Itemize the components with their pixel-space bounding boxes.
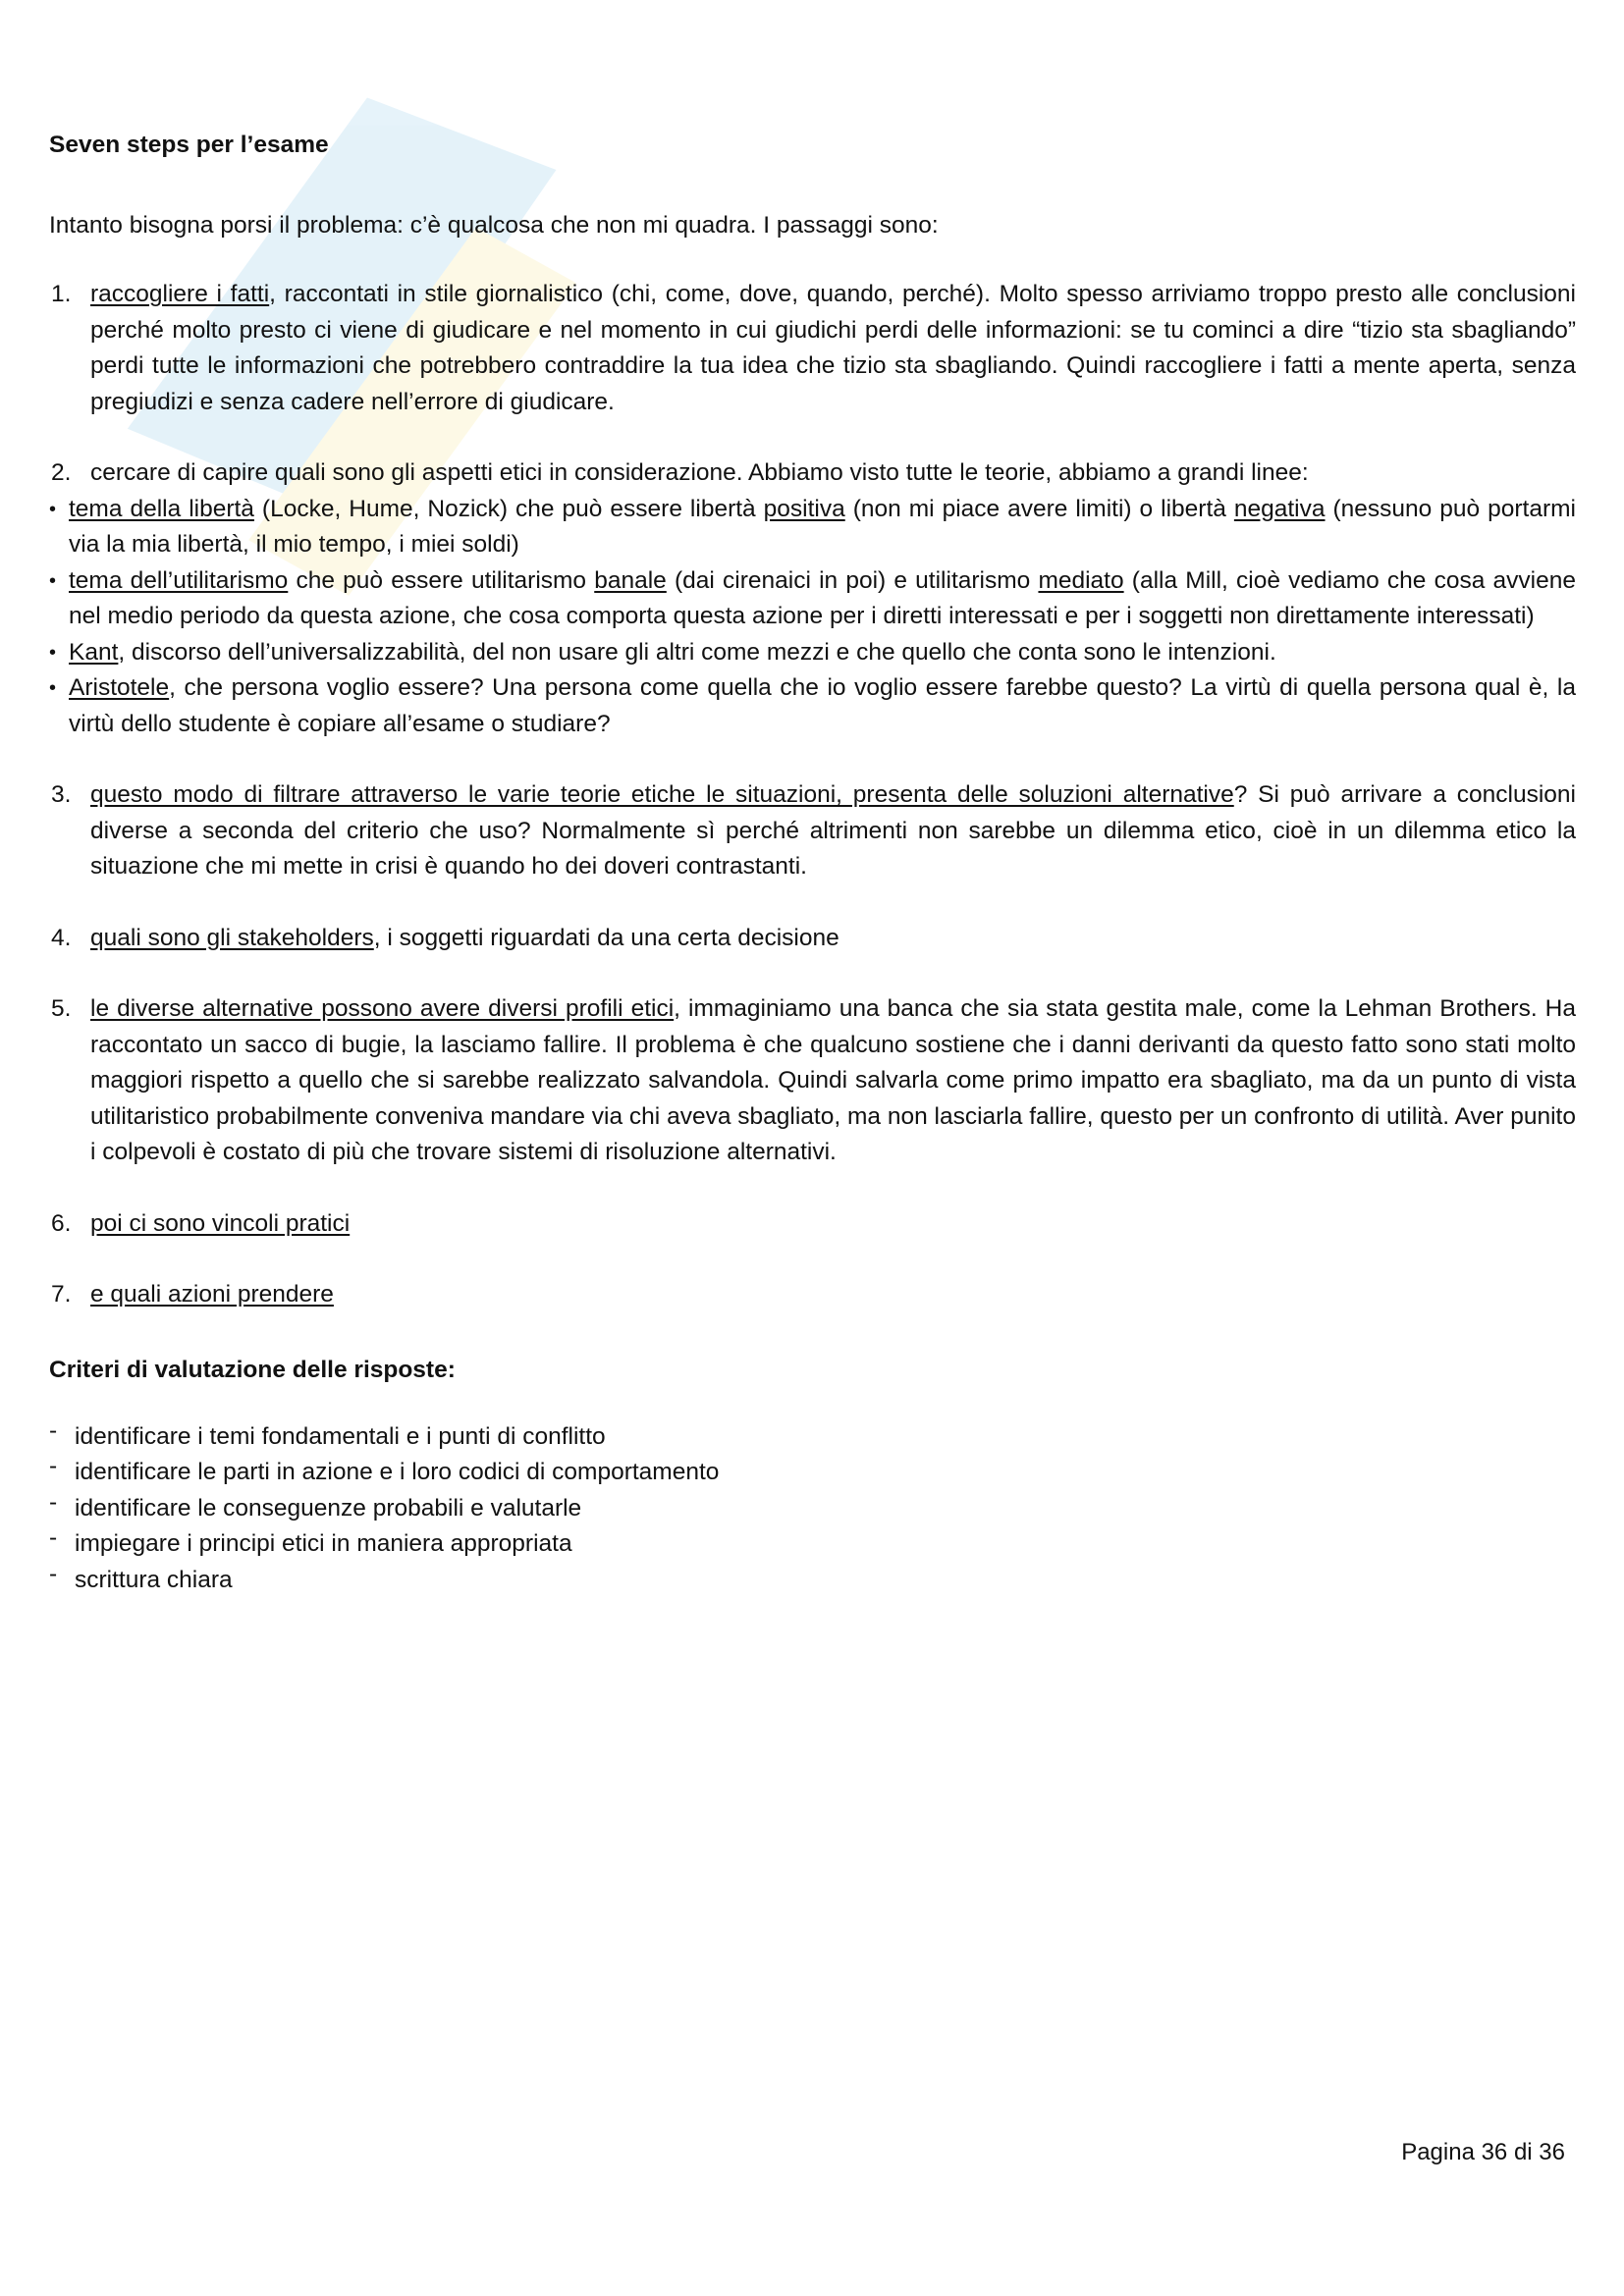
bullet-underlined: mediato [1038, 566, 1124, 594]
step-underlined: raccogliere i fatti [90, 281, 270, 307]
bullet-text: (nessuno può portarmi via la mia libertà, il mio tempo, i miei soldi) [69, 495, 1576, 558]
bullet-text: che può essere utilitarismo [288, 566, 595, 594]
step-3 [49, 777, 1576, 885]
criteria-text: identificare i temi fondamentali e i punti di conflitto [75, 1422, 606, 1450]
step-text [90, 921, 1576, 957]
step-1 [49, 277, 1576, 420]
step-text [90, 277, 1576, 420]
list-item [49, 1455, 1576, 1491]
step-rest: ? Si può arrivare a conclusioni diverse a seconda del criterio che uso? Normalmente sì perché altrimenti non sarebbe un dilemma etico, cioè in un dilemma etico la situazione che mi mette in crisi è quando ho dei doveri contrastanti. [90, 781, 1577, 880]
dash-icon: - [49, 1488, 58, 1516]
bullet-text: (non mi piace avere limiti) o libertà [844, 495, 1234, 522]
step-number: 6. [51, 1209, 72, 1237]
bullet-underlined: tema della libertà [69, 495, 254, 522]
dash-icon: - [49, 1453, 58, 1479]
step-4 [49, 921, 1576, 957]
bullet-text: (dai cirenaici in poi) e utilitarismo [666, 566, 1039, 594]
step-text [90, 1206, 1576, 1243]
bullet-underlined: Kant [69, 638, 119, 666]
step-rest: , immaginiamo una banca che sia stata gestita male, come la Lehman Brothers. Ha raccontato un sacco di bugie, la lasciamo fallire. Il problema è che qualcuno sostiene che i danni derivanti da questo fatto sono stati molto maggiori rispetto a quello che si sarebbe realizzato salvandola. Quindi salvarla come primo impatto era sbagliato, ma da un punto di vista utilitaristico probabilmente conveniva mandare via chi aveva sbagliato, ma non lasciarla fallire, questo per un confronto di utilità. Aver punito i colpevoli è costato di più che trovare sistemi di risoluzione alternativi. [90, 995, 1576, 1165]
step-number: 1. [51, 281, 72, 307]
intro-paragraph: Intanto bisogna porsi il problema: c’è qualcosa che non mi quadra. I passaggi sono: [49, 212, 939, 239]
document-page [49, 128, 1576, 1598]
list-item [49, 1526, 1576, 1563]
criteria-list [49, 1416, 1576, 1599]
bullet-icon: • [49, 498, 57, 520]
step-text: cercare di capire quali sono gli aspetti etici in considerazione. Abbiamo visto tutte le teorie, abbiamo a grandi linee: [90, 459, 1309, 486]
bullet-underlined: positiva [763, 495, 845, 522]
step-text [90, 991, 1576, 1171]
criteria-text: impiegare i principi etici in maniera appropriata [75, 1530, 572, 1557]
dash-icon: - [49, 1416, 58, 1444]
list-item [49, 563, 1576, 635]
step-rest: , raccontati in stile giornalistico (chi, come, dove, quando, perché). Molto spesso arriviamo troppo presto alle conclusioni perché molto presto ci viene di giudicare e nel momento in cui giudichi perdi delle informazioni: se tu cominci a dire “tizio sta sbagliando” perdi tutte le informazioni che potrebbero contraddire la tua idea che tizio sta sbagliando. Quindi raccogliere i fatti a mente aperta, senza pregiudizi e senza cadere nell’errore di giudicare. [90, 281, 1576, 415]
bullet-text: (Locke, Hume, Nozick) che può essere libertà [253, 495, 764, 522]
criteria-heading: Criteri di valutazione delle risposte: [49, 1356, 456, 1383]
step-number: 2. [51, 459, 72, 486]
step-6 [49, 1206, 1576, 1243]
bullet-underlined: tema dell’utilitarismo [69, 566, 289, 594]
list-item [49, 635, 1576, 671]
step-underlined: poi ci sono vincoli pratici [90, 1209, 351, 1237]
step-rest: , i soggetti riguardati da una certa decisione [373, 924, 839, 951]
bullet-underlined: banale [594, 566, 667, 594]
step-underlined: quali sono gli stakeholders [90, 924, 374, 951]
bullet-underlined: negativa [1233, 495, 1326, 522]
bullet-text: , discorso dell’universalizzabilità, del non usare gli altri come mezzi e che quello che conta sono le intenzioni. [118, 638, 1276, 666]
bullet-icon: • [49, 569, 57, 592]
step-number: 5. [51, 995, 72, 1022]
step-underlined: questo modo di filtrare attraverso le varie teorie etiche le situazioni, presenta delle soluzioni alternative [90, 781, 1234, 808]
criteria-text: scrittura chiara [75, 1566, 233, 1593]
page-number: Pagina 36 di 36 [1401, 2139, 1565, 2165]
list-item [49, 670, 1576, 742]
step-underlined: e quali azioni prendere [90, 1281, 334, 1308]
dash-icon: - [49, 1524, 58, 1551]
list-item [49, 1560, 1576, 1599]
list-item [49, 1488, 1576, 1527]
list-item [49, 1416, 1576, 1456]
ethics-theories-list [49, 492, 1576, 743]
dash-icon: - [49, 1560, 58, 1587]
bullet-icon: • [49, 641, 57, 664]
page-title: Seven steps per l’esame [49, 132, 329, 158]
step-number: 7. [51, 1281, 72, 1308]
step-7 [49, 1277, 1576, 1313]
step-text [90, 1277, 1576, 1313]
criteria-text: identificare le conseguenze probabili e valutarle [75, 1494, 582, 1522]
step-text [90, 777, 1576, 885]
bullet-icon: • [49, 677, 57, 699]
criteria-text: identificare le parti in azione e i loro codici di comportamento [75, 1459, 720, 1485]
bullet-text: , che persona voglio essere? Una persona come quella che io voglio essere farebbe questo? La virtù di quella persona qual è, la virtù dello studente è copiare all’esame o studiare? [69, 674, 1576, 737]
step-5 [49, 991, 1576, 1171]
step-2 [49, 455, 1576, 492]
bullet-underlined: Aristotele [69, 674, 170, 701]
bullet-text: (alla Mill, cioè vediamo che cosa avviene nel medio periodo da questa azione, che cosa comporta questa azione per i diretti interessati e per i soggetti non direttamente interessati) [69, 566, 1576, 629]
step-number: 4. [51, 924, 72, 951]
step-number: 3. [51, 781, 72, 808]
step-underlined: le diverse alternative possono avere diversi profili etici [90, 995, 675, 1022]
list-item [49, 492, 1576, 563]
